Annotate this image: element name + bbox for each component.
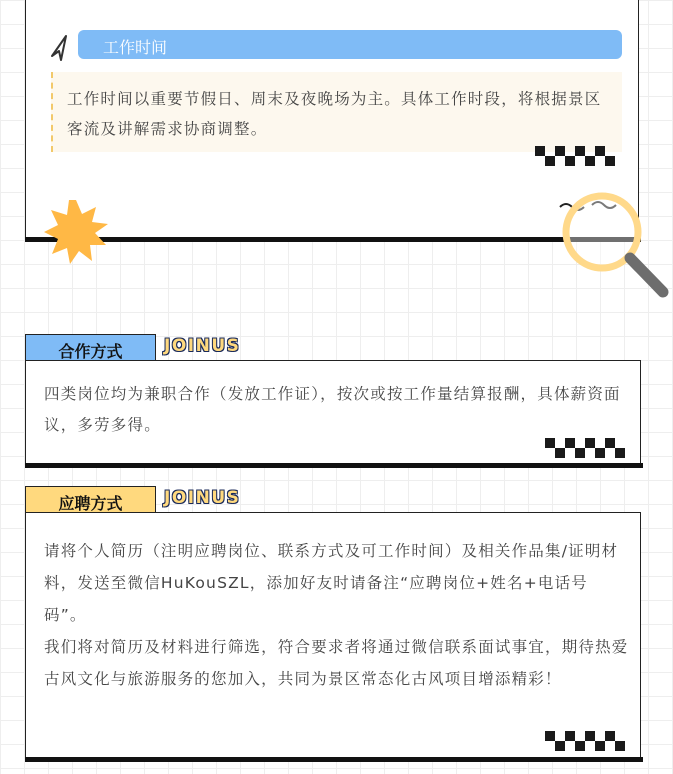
cooperation-tab: 合作方式 xyxy=(25,334,156,366)
magnifier-icon xyxy=(550,188,673,308)
card-bottom-border xyxy=(25,463,643,468)
cursor-icon xyxy=(48,34,72,62)
application-paragraph-1: 请将个人简历（注明应聘岗位、联系方式及可工作时间）及相关作品集/证明材料，发送至微信HuKouSZL，添加好友时请备注“应聘岗位+姓名+电话号码”。 xyxy=(44,542,619,624)
checker-decoration xyxy=(545,731,633,751)
application-paragraph-2: 我们将对简历及材料进行筛选，符合要求者将通过微信联系面试事宜，期待热爱古风文化与旅游服务的您加入，共同为景区常态化古风项目增添精彩！ xyxy=(44,638,629,688)
application-text xyxy=(44,535,629,695)
cooperation-text: 四类岗位均为兼职合作（发放工作证），按次或按工作量结算报酬，具体薪资面议，多劳多得。 xyxy=(44,385,621,434)
work-time-title: 工作时间 xyxy=(103,38,168,57)
checker-decoration xyxy=(545,438,633,458)
work-time-text: 工作时间以重要节假日、周末及夜晚场为主。具体工作时段，将根据景区客流及讲解需求协商调整。 xyxy=(67,90,602,138)
card-bottom-border xyxy=(25,237,641,242)
card-bottom-border xyxy=(25,757,643,762)
checker-decoration xyxy=(535,146,623,166)
application-tab: 应聘方式 xyxy=(25,486,156,518)
joinus-tag: JOINUS xyxy=(164,488,241,508)
joinus-tag: JOINUS xyxy=(164,336,241,356)
sun-icon xyxy=(42,198,110,266)
